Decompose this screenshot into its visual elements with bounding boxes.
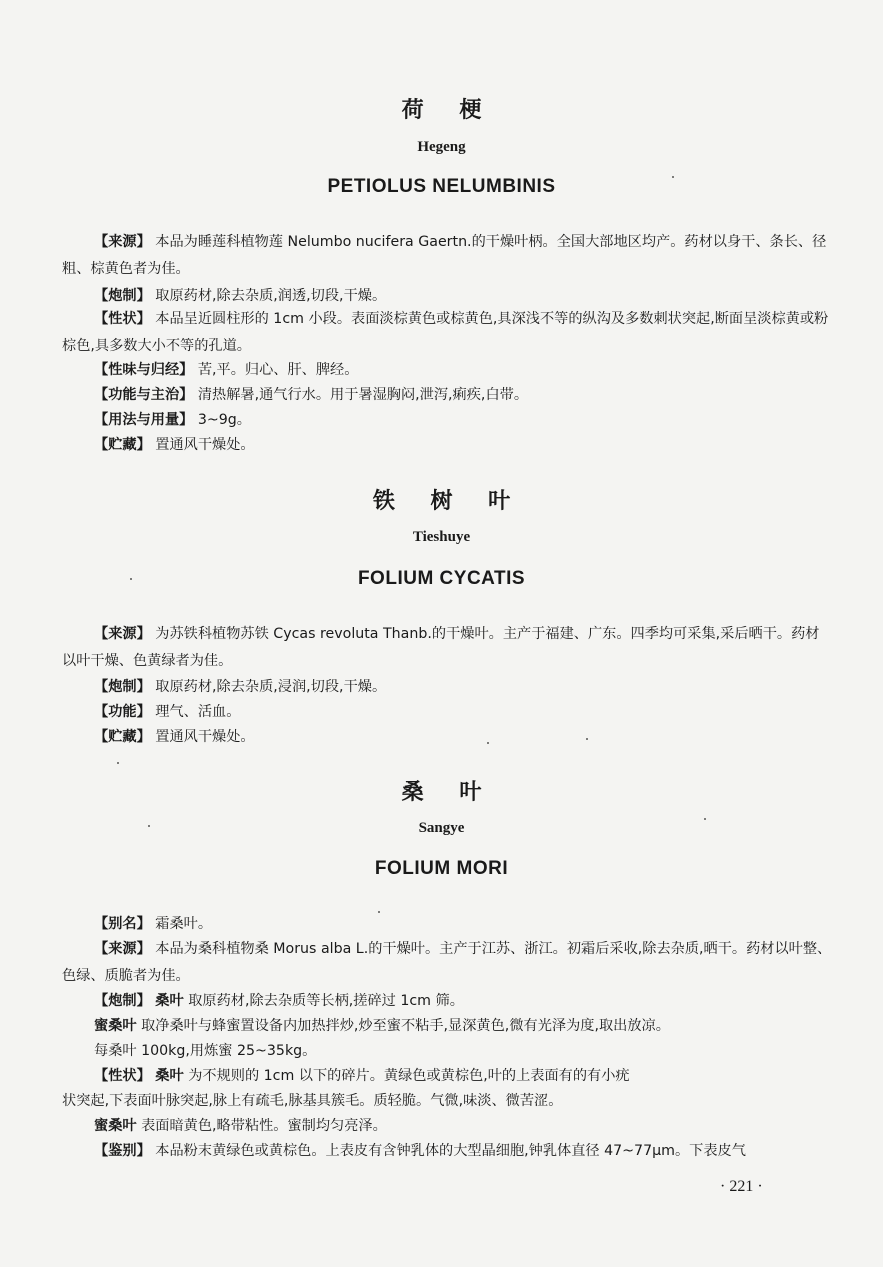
section-text: 取原药材,除去杂质,润透,切段,干燥。 xyxy=(155,288,387,304)
subsection-tag: 蜜桑叶 xyxy=(94,1018,137,1034)
section-text: 苦,平。归心、肝、脾经。 xyxy=(197,362,359,378)
section-tag: 【别名】 xyxy=(94,916,151,932)
scan-speck xyxy=(117,762,119,764)
section-text: 表面暗黄色,略带粘性。蜜制均匀亮泽。 xyxy=(141,1118,387,1134)
nature-paragraph xyxy=(62,357,832,384)
scan-speck xyxy=(148,825,150,827)
section-tag: 【来源】 xyxy=(94,941,151,957)
identify-paragraph xyxy=(62,1138,832,1165)
entry-latin-name: PETIOLUS NELUMBINIS xyxy=(327,176,556,197)
storage-paragraph xyxy=(62,432,832,459)
entry-pinyin: Sangye xyxy=(418,820,465,836)
entry-pinyin: Tieshuye xyxy=(412,529,471,545)
entry-latin-name: FOLIUM CYCATIS xyxy=(357,568,526,589)
section-tag: 【性状】 xyxy=(94,311,151,327)
section-text: 清热解暑,通气行水。用于暑湿胸闷,泄泻,痢疾,白带。 xyxy=(197,387,529,403)
entry-latin-name: FOLIUM MORI xyxy=(374,858,509,879)
section-text: 3~9g。 xyxy=(197,412,251,428)
honey-process-paragraph xyxy=(62,1013,832,1040)
scan-speck xyxy=(586,738,588,740)
section-tag: 【鉴别】 xyxy=(94,1143,151,1159)
property-paragraph xyxy=(62,1063,832,1090)
section-text: 取净桑叶与蜂蜜置设备内加热拌炒,炒至蜜不粘手,显深黄色,微有光泽为度,取出放凉。 xyxy=(141,1018,670,1034)
entry-pinyin: Hegeng xyxy=(417,139,466,155)
section-text: 为不规则的 1cm 以下的碎片。黄绿色或黄棕色,叶的上表面有的有小疣 xyxy=(188,1068,630,1084)
section-text: 霜桑叶。 xyxy=(155,916,213,932)
honey-property-paragraph xyxy=(62,1113,832,1140)
entry-title: 桑 叶 xyxy=(401,780,496,805)
section-text: 本品粉末黄绿色或黄棕色。上表皮有含钟乳体的大型晶细胞,钟乳体直径 47~77μm。下表皮气 xyxy=(155,1143,746,1159)
subsection-tag: 桑叶 xyxy=(155,993,184,1009)
section-text: 取原药材,除去杂质等长柄,搓碎过 1cm 筛。 xyxy=(188,993,464,1009)
process-paragraph xyxy=(62,988,832,1015)
subsection-tag: 蜜桑叶 xyxy=(94,1118,137,1134)
section-tag: 【炮制】 xyxy=(94,993,151,1009)
section-text: 置通风干燥处。 xyxy=(155,437,255,453)
entry-title: 荷 梗 xyxy=(401,98,496,123)
property-continuation xyxy=(62,1088,832,1115)
scan-speck xyxy=(378,911,380,913)
source-paragraph xyxy=(62,936,832,990)
section-text: 每桑叶 100kg,用炼蜜 25~35kg。 xyxy=(94,1043,317,1059)
section-tag: 【来源】 xyxy=(94,626,151,642)
dosage-paragraph xyxy=(62,407,832,434)
ratio-paragraph xyxy=(62,1038,832,1065)
section-tag: 【功能与主治】 xyxy=(94,387,194,403)
process-paragraph xyxy=(62,674,832,701)
property-paragraph xyxy=(62,306,832,360)
section-text: 本品为桑科植物桑 Morus alba L.的干燥叶。主产于江苏、浙江。初霜后采收,除去杂质,晒干。药材以叶整、色绿、质脆者为佳。 xyxy=(62,941,832,984)
section-text: 本品呈近圆柱形的 1cm 小段。表面淡棕黄色或棕黄色,具深浅不等的纵沟及多数刺状突起,断面呈淡棕黄或粉棕色,具多数大小不等的孔道。 xyxy=(62,311,829,354)
section-tag: 【来源】 xyxy=(94,234,151,250)
page-number: · 221 · xyxy=(720,1178,763,1195)
entry-title: 铁 树 叶 xyxy=(372,489,525,514)
section-tag: 【功能】 xyxy=(94,704,151,720)
subsection-tag: 桑叶 xyxy=(155,1068,184,1084)
section-tag: 【性状】 xyxy=(94,1068,151,1084)
source-paragraph xyxy=(62,621,832,675)
storage-paragraph xyxy=(62,724,832,751)
section-tag: 【性味与归经】 xyxy=(94,362,194,378)
section-text: 置通风干燥处。 xyxy=(155,729,255,745)
section-text: 为苏铁科植物苏铁 Cycas revoluta Thanb.的干燥叶。主产于福建、广东。四季均可采集,采后晒干。药材以叶干燥、色黄绿者为佳。 xyxy=(62,626,820,669)
section-tag: 【炮制】 xyxy=(94,288,151,304)
scan-speck xyxy=(130,578,132,580)
section-text: 取原药材,除去杂质,浸润,切段,干燥。 xyxy=(155,679,387,695)
function-paragraph xyxy=(62,699,832,726)
section-tag: 【用法与用量】 xyxy=(94,412,194,428)
scan-speck xyxy=(487,742,489,744)
section-text: 状突起,下表面叶脉突起,脉上有疏毛,脉基具簇毛。质轻脆。气微,味淡、微苦涩。 xyxy=(62,1093,563,1109)
section-tag: 【贮藏】 xyxy=(94,729,151,745)
section-tag: 【贮藏】 xyxy=(94,437,151,453)
source-paragraph xyxy=(62,229,832,283)
function-paragraph xyxy=(62,382,832,409)
section-text: 本品为睡莲科植物莲 Nelumbo nucifera Gaertn.的干燥叶柄。全国大部地区均产。药材以身干、条长、径粗、棕黄色者为佳。 xyxy=(62,234,827,277)
section-text: 理气、活血。 xyxy=(155,704,241,720)
section-tag: 【炮制】 xyxy=(94,679,151,695)
alias-paragraph xyxy=(62,911,832,938)
scan-speck xyxy=(672,176,674,178)
scan-speck xyxy=(704,818,706,820)
